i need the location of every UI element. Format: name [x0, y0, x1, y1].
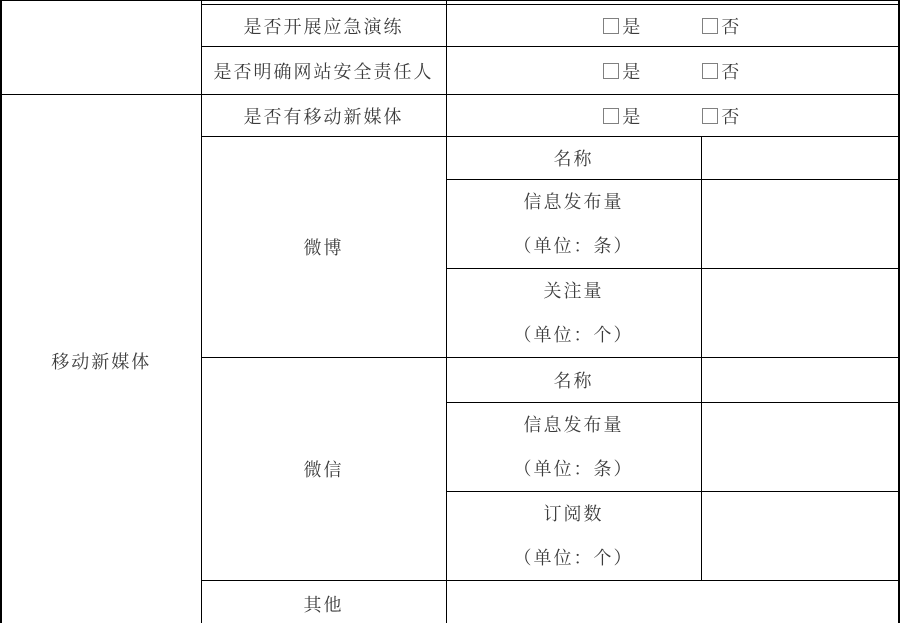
wechat-subscribers-label-line1: 订阅数	[543, 504, 604, 524]
weibo-group-label-cell: 微博	[201, 137, 446, 358]
yes-label: 是	[622, 16, 643, 37]
weibo-followers-label-cell	[446, 269, 701, 358]
weibo-name-value-cell[interactable]	[701, 137, 899, 180]
weibo-posts-value-cell[interactable]	[701, 180, 899, 269]
security-officer-options-cell	[446, 47, 899, 95]
weibo-followers-label-line2: （单位：个）	[513, 325, 634, 345]
no-checkbox[interactable]	[702, 63, 718, 79]
yes-no-checkbox-row	[447, 58, 899, 84]
no-label: 否	[721, 61, 742, 82]
emergency-drill-label-cell: 是否开展应急演练	[201, 5, 446, 47]
has-mobile-media-options-cell	[446, 95, 899, 137]
yes-no-checkbox-row	[447, 13, 899, 39]
wechat-posts-label-line1: 信息发布量	[523, 415, 624, 435]
wechat-subscribers-label-cell	[446, 492, 701, 581]
other-value-cell[interactable]	[446, 581, 899, 623]
option-yes	[603, 58, 642, 84]
wechat-group-label-cell: 微信	[201, 358, 446, 581]
option-no	[702, 13, 741, 39]
no-checkbox[interactable]	[702, 108, 718, 124]
wechat-name-label-cell: 名称	[446, 358, 701, 403]
weibo-followers-value-cell[interactable]	[701, 269, 899, 358]
no-label: 否	[721, 16, 742, 37]
wechat-subscribers-value-cell[interactable]	[701, 492, 899, 581]
yes-checkbox[interactable]	[603, 108, 619, 124]
weibo-name-label-cell: 名称	[446, 137, 701, 180]
mobile-media-section-label-cell: 移动新媒体	[1, 95, 201, 623]
yes-no-checkbox-row	[447, 103, 899, 129]
no-label: 否	[721, 106, 742, 127]
weibo-posts-label-cell	[446, 180, 701, 269]
left-section-cell-partial	[1, 1, 201, 95]
weibo-posts-label-line1: 信息发布量	[523, 192, 624, 212]
security-officer-label-cell: 是否明确网站安全责任人	[201, 47, 446, 95]
emergency-drill-options-cell	[446, 5, 899, 47]
option-no	[702, 103, 741, 129]
yes-checkbox[interactable]	[603, 63, 619, 79]
option-yes	[603, 13, 642, 39]
yes-label: 是	[622, 106, 643, 127]
wechat-subscribers-label-line2: （单位：个）	[513, 548, 634, 568]
wechat-posts-label-line2: （单位：条）	[513, 459, 634, 479]
weibo-posts-label-line2: （单位：条）	[513, 236, 634, 256]
other-label-cell: 其他	[201, 581, 446, 623]
yes-checkbox[interactable]	[603, 18, 619, 34]
option-no	[702, 58, 741, 84]
option-yes	[603, 103, 642, 129]
no-checkbox[interactable]	[702, 18, 718, 34]
wechat-posts-label-cell	[446, 403, 701, 492]
yes-label: 是	[622, 61, 643, 82]
wechat-name-value-cell[interactable]	[701, 358, 899, 403]
has-mobile-media-label-cell: 是否有移动新媒体	[201, 95, 446, 137]
wechat-posts-value-cell[interactable]	[701, 403, 899, 492]
weibo-followers-label-line1: 关注量	[543, 281, 604, 301]
